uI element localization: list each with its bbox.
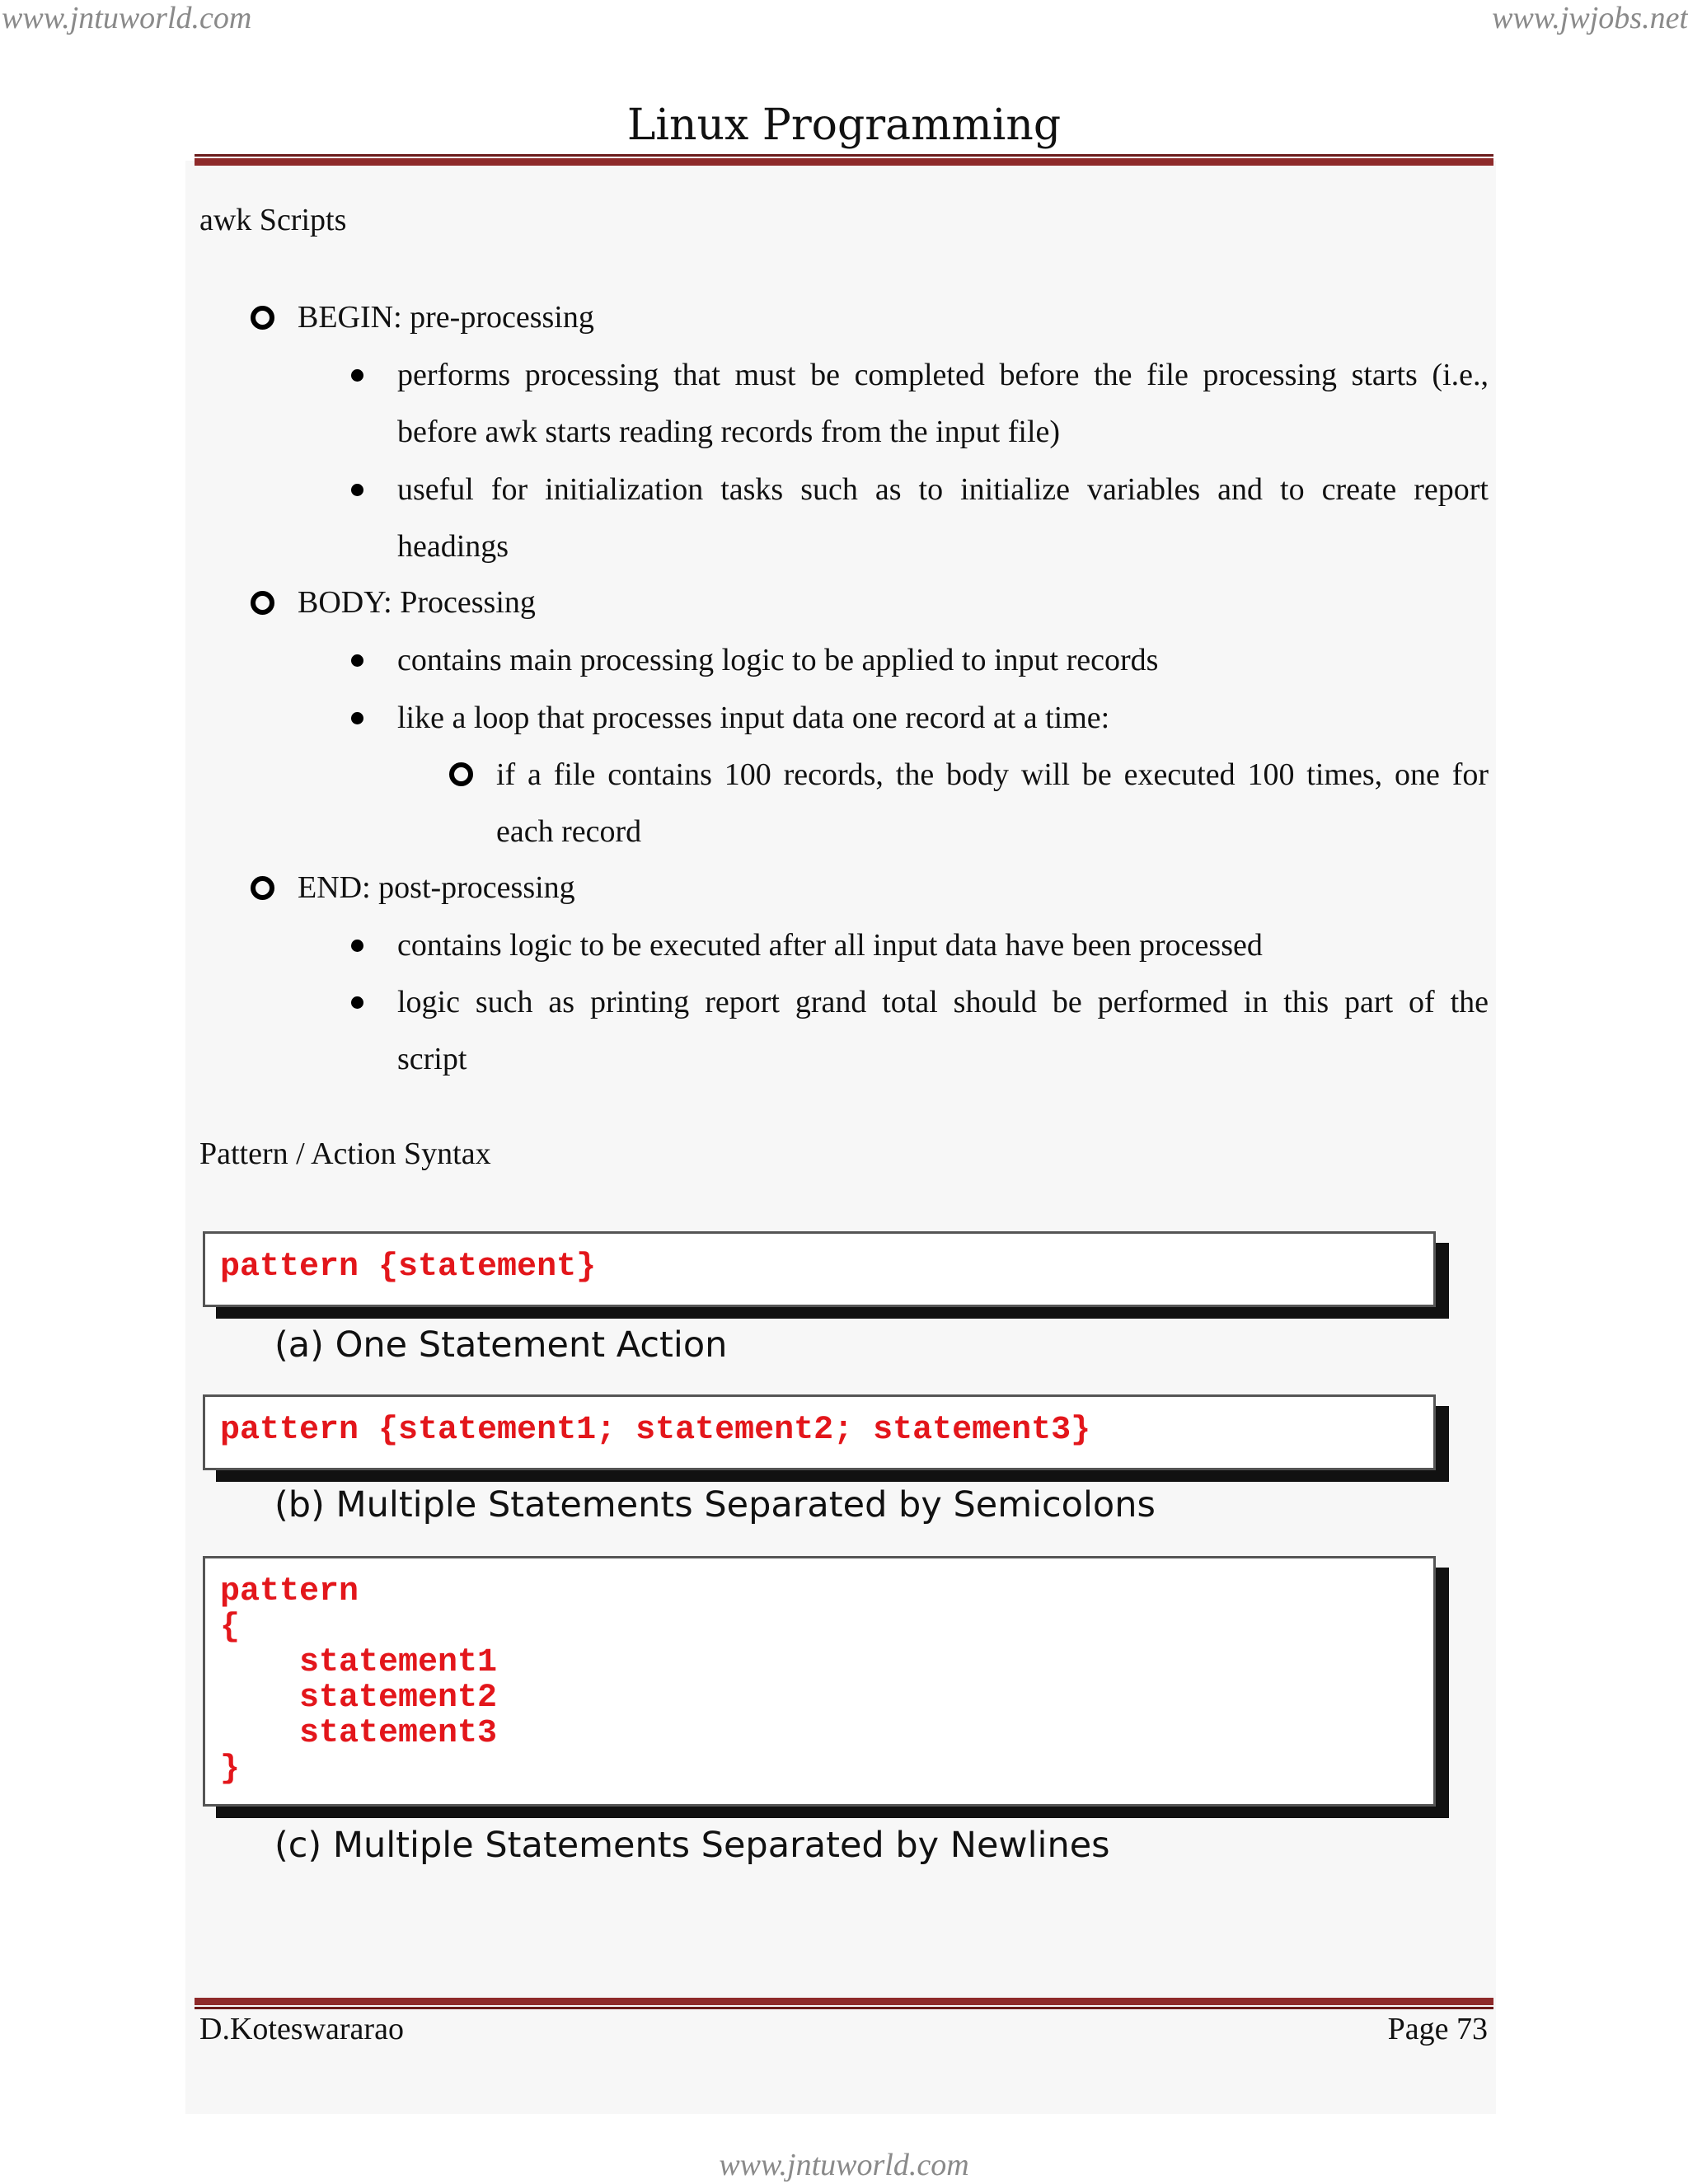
footer-author: D.Koteswararao	[199, 2012, 404, 2046]
footer-rule-thick	[195, 1998, 1493, 2005]
hollow-bullet-icon	[449, 762, 473, 786]
body-sub-line-1: if a file contains 100 records, the body will be executed 100 times, one for	[496, 757, 1489, 792]
body-point-1: contains main processing logic to be applied to input records	[397, 643, 1159, 677]
watermark-bottom: www.jntuworld.com	[719, 2148, 969, 2182]
footer-rule-thin	[195, 2007, 1493, 2009]
section-title-pattern-action: Pattern / Action Syntax	[199, 1137, 491, 1171]
hollow-bullet-icon	[251, 591, 274, 615]
begin-point-1-line-2: before awk starts reading records from the input file)	[397, 415, 1061, 449]
bullet-icon	[351, 996, 363, 1009]
code-a: pattern {statement}	[220, 1249, 597, 1286]
bullet-icon	[351, 712, 363, 724]
caption-b: (b) Multiple Statements Separated by Semicolons	[274, 1484, 1156, 1526]
bullet-icon	[351, 484, 363, 496]
hollow-bullet-icon	[251, 306, 274, 330]
header-rule-thin	[195, 154, 1493, 157]
watermark-top-left: www.jntuworld.com	[2, 1, 252, 35]
page-title: Linux Programming	[626, 101, 1062, 150]
section-title-awk-scripts: awk Scripts	[199, 203, 347, 237]
begin-point-1-line-1: performs processing that must be completed before the file processing starts (i.e.,	[397, 358, 1489, 392]
bullet-icon	[351, 654, 363, 667]
code-c: pattern { statement1 statement2 statement3 }	[220, 1573, 498, 1788]
end-point-2-line-1: logic such as printing report grand total should be performed in this part of the	[397, 985, 1489, 1019]
footer-page-number: Page 73	[1387, 2012, 1488, 2046]
end-heading: END: post-processing	[298, 870, 575, 905]
begin-point-2-line-2: headings	[397, 529, 509, 564]
header-rule-thick	[195, 158, 1493, 166]
watermark-top-right: www.jwjobs.net	[1492, 1, 1688, 35]
caption-c: (c) Multiple Statements Separated by Newlines	[274, 1825, 1110, 1866]
bullet-icon	[351, 940, 363, 952]
bullet-icon	[351, 369, 363, 382]
body-point-2: like a loop that processes input data one record at a time:	[397, 701, 1110, 735]
body-heading: BODY: Processing	[298, 585, 536, 620]
code-b: pattern {statement1; statement2; statement3}	[220, 1412, 1091, 1449]
caption-a: (a) One Statement Action	[274, 1324, 728, 1366]
body-sub-line-2: each record	[496, 814, 642, 849]
end-point-2-line-2: script	[397, 1042, 467, 1076]
end-point-1: contains logic to be executed after all input data have been processed	[397, 928, 1263, 963]
begin-point-2-line-1: useful for initialization tasks such as to initialize variables and to create report	[397, 472, 1489, 507]
begin-heading: BEGIN: pre-processing	[298, 300, 594, 335]
hollow-bullet-icon	[251, 876, 274, 900]
